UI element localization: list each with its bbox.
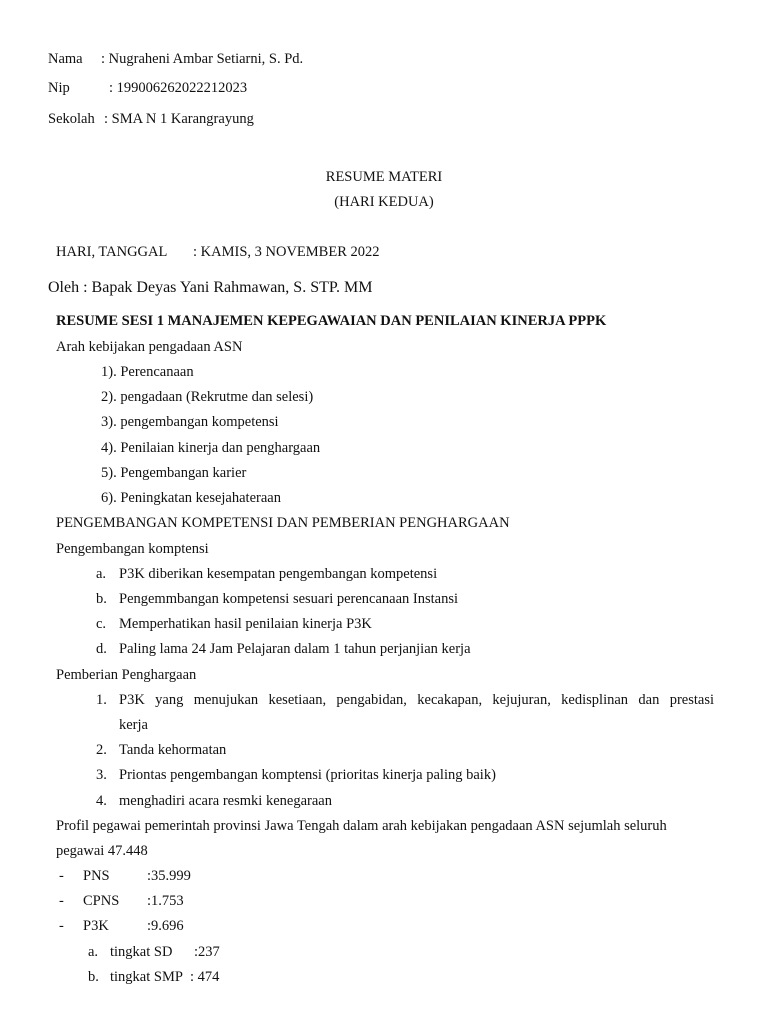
list-marker: 3. — [96, 767, 107, 783]
list-marker: 2. — [96, 742, 107, 758]
list-marker: 1. — [96, 692, 107, 708]
nip-label: Nip — [48, 80, 70, 96]
stat-label: PNS — [83, 868, 110, 884]
list-item: Memperhatikan hasil penilaian kinerja P3K — [119, 616, 372, 632]
speaker-line: Oleh : Bapak Deyas Yani Rahmawan, S. STP. MM — [48, 279, 373, 296]
arah-item: 4). Penilaian kinerja dan penghargaan — [101, 440, 321, 456]
document-title: RESUME MATERI — [325, 169, 443, 185]
session-heading: RESUME SESI 1 MANAJEMEN KEPEGAWAIAN DAN PENILAIAN KINERJA PPPK — [56, 313, 607, 329]
sub-marker: a. — [88, 944, 99, 960]
list-marker: d. — [96, 641, 107, 657]
pengembangan-heading: Pengembangan komptensi — [56, 541, 209, 557]
date-label: HARI, TANGGAL — [56, 244, 168, 260]
arah-item: 2). pengadaan (Rekrutme dan selesi) — [101, 389, 314, 405]
list-item: Paling lama 24 Jam Pelajaran dalam 1 tahun perjanjian kerja — [119, 641, 471, 657]
list-item: Tanda kehormatan — [119, 742, 227, 758]
list-item: menghadiri acara resmki kenegaraan — [119, 793, 332, 809]
list-item: Pengemmbangan kompetensi sesuari perencanaan Instansi — [119, 591, 459, 607]
stat-dash: - — [59, 868, 64, 884]
sekolah-value: : SMA N 1 Karangrayung — [104, 111, 254, 127]
stat-value: :35.999 — [147, 868, 191, 884]
list-marker: b. — [96, 591, 107, 607]
arah-heading: Arah kebijakan pengadaan ASN — [56, 339, 243, 355]
section2-heading: PENGEMBANGAN KOMPETENSI DAN PEMBERIAN PENGHARGAAN — [56, 515, 510, 531]
sekolah-label: Sekolah — [48, 111, 95, 127]
profil-paragraph: Profil pegawai pemerintah provinsi Jawa Tengah dalam arah kebijakan pengadaan ASN sejumlah seluruh — [56, 818, 667, 834]
date-value: : KAMIS, 3 NOVEMBER 2022 — [193, 244, 380, 260]
stat-value: :1.753 — [147, 893, 184, 909]
sub-value: :237 — [194, 944, 220, 960]
list-marker: a. — [96, 566, 107, 582]
nama-value: : Nugraheni Ambar Setiarni, S. Pd. — [101, 51, 304, 67]
nama-label: Nama — [48, 51, 83, 67]
stat-value: :9.696 — [147, 918, 184, 934]
sub-label: tingkat SMP — [110, 969, 183, 985]
sub-label: tingkat SD — [110, 944, 173, 960]
nip-value: : 199006262022212023 — [109, 80, 248, 96]
penghargaan-heading: Pemberian Penghargaan — [56, 667, 197, 683]
stat-dash: - — [59, 918, 64, 934]
list-item: P3K yang menujukan kesetiaan, pengabidan, kecakapan, kejujuran, kedisplinan dan prestasi — [119, 692, 714, 708]
profil-paragraph-cont: pegawai 47.448 — [56, 843, 148, 859]
list-marker: 4. — [96, 793, 107, 809]
list-marker: c. — [96, 616, 107, 632]
arah-item: 5). Pengembangan karier — [101, 465, 247, 481]
list-item-continuation: kerja — [119, 717, 148, 733]
list-item: P3K diberikan kesempatan pengembangan kompetensi — [119, 566, 438, 582]
stat-label: P3K — [83, 918, 109, 934]
stat-label: CPNS — [83, 893, 120, 909]
sub-value: : 474 — [190, 969, 220, 985]
arah-item: 1). Perencanaan — [101, 364, 194, 380]
list-item: Priontas pengembangan komptensi (prioritas kinerja paling baik) — [119, 767, 496, 783]
sub-marker: b. — [88, 969, 99, 985]
arah-item: 3). pengembangan kompetensi — [101, 414, 279, 430]
stat-dash: - — [59, 893, 64, 909]
document-subtitle: (HARI KEDUA) — [334, 194, 434, 210]
arah-item: 6). Peningkatan kesejahateraan — [101, 490, 281, 506]
